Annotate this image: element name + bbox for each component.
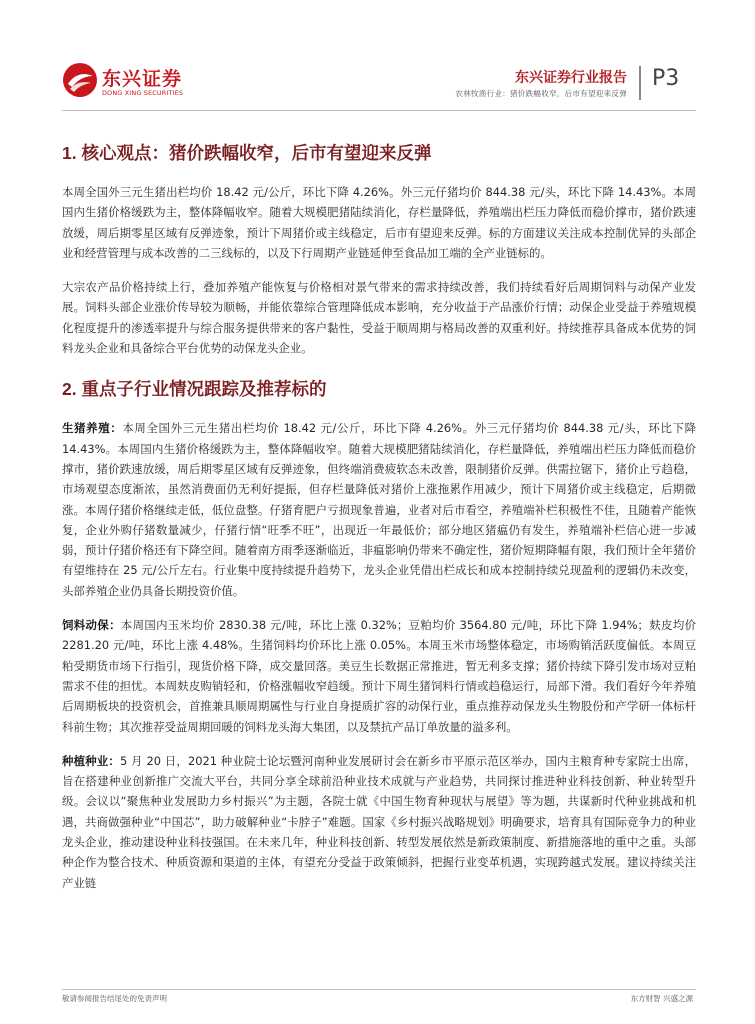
seed-industry-text: 5 月 20 日，2021 种业院士论坛暨河南种业发展研讨会在新乡市平原示范区举办，国内主粮育种专家院士出席，旨在搭建种业创新推广交流大平台，共同分享全球前沿种业技术成就与产业趋势，共同探讨推进种业科技创新、种业转型升级。会议以“聚焦种业发展助力乡村振兴”为主题，各院士就《中国生物育种现状与展望》等为题，共谋新时代种业挑战和机遇，共商做强种业“中国芯”，助力破解种业“卡脖子”难题。国家《乡村振兴战略规划》明确要求，培育具有国际竞争力的种业龙头企业，推动建设种业科技强国。在未来几年，种业科技创新、转型发展依然是新政策制度、新措施落地的重中之重。头部种企作为整合技术、种质资源和渠道的主体，有望充分受益于政策倾斜，把握行业变革机遇，实现跨越式发展。建议持续关注产业链 (62, 753, 696, 890)
header-rule (62, 110, 696, 111)
main-content (62, 140, 696, 893)
seed-industry-paragraph (62, 751, 696, 893)
section-1-title: 1. 核心观点：猪价跌幅收窄，后市有望迎来反弹 (62, 143, 432, 163)
section-1-paragraph-2: 大宗农产品价格持续上行，叠加养殖产能恢复与价格相对景气带来的需求持续改善，我们持续看好后周期饲料与动保产业发展。饲料头部企业涨价传导较为顺畅，并能依靠综合管理降低成本影响，充分收益于产品涨价行情；动保企业受益于养殖规模化程度提升的渗透率提升与综合服务提供带来的客户黏性，受益于顺周期与格局改善的双重利好。持续推荐具备成本优势的饲料龙头企业和具备综合平台优势的动保龙头企业。 (62, 280, 696, 356)
footer-disclaimer: 敬请参阅报告结尾处的免责声明 (62, 994, 167, 1003)
footer-rule (62, 989, 696, 990)
feed-vet-text: 本周国内玉米均价 2830.38 元/吨，环比上涨 0.32%；豆粕均价 3564.80 元/吨，环比下降 1.94%；麸皮均价 2281.20 元/吨，环比上涨 4.48%。生猪饲料均价环比上涨 0.05%。本周玉米市场整体稳定，市场购销活跃度偏低。本周豆粕受期货市场下行指引，现货价格下降，成交量回落。美豆生长数据正常推进，暂无利多支撑；猪价持续下降引发市场对豆粕需求不佳的担忧。本周麸皮购销轻和，价格涨幅收窄趋缓。预计下周生猪饲料行情或趋稳运行，局部下滑。我们看好今年养殖后周期板块的投资机会，首推兼具顺周期属性与行业自身提质扩容的动保行业，重点推荐动保龙头生物股份和产学研一体标杆科前生物；其次推荐受益周期回暖的饲料龙头海大集团，以及禁抗产品订单放量的溢多利。 (62, 618, 696, 734)
seed-industry-label: 种植种业： (62, 753, 120, 768)
section-1-paragraph-1: 本周全国外三元生猪出栏均价 18.42 元/公斤，环比下降 4.26%。外三元仔猪均价 844.38 元/头，环比下降 14.43%。本周国内生猪价格缓跌为主，整体降幅收窄。随着大规模肥猪陆续消化，存栏量降低，养殖端出栏压力降低而稳价撑市，猪价跌速放缓，周后期零星区域有反弹迹象，预计下周猪价或主线稳定，后市有望迎来反弹。标的方面建议关注成本控制优异的头部企业和经营管理与成本改善的二三线标的，以及下行周期产业链延伸至食品加工端的全产业链标的。 (62, 185, 696, 260)
company-logo (62, 62, 192, 102)
logo-mark-icon (62, 62, 98, 98)
report-title: 东兴证券行业报告 (515, 70, 627, 86)
page-number: P3 (652, 66, 680, 91)
logo-name: 东兴证券 (102, 68, 183, 90)
footer-slogan: 东方财智 兴盛之源 (630, 994, 693, 1003)
report-subtitle: 农林牧渔行业：猪价跌幅收窄，后市有望迎来反弹 (455, 89, 627, 98)
header-divider (639, 66, 641, 100)
pig-farming-paragraph (62, 418, 696, 601)
pig-farming-text: 本周全国外三元生猪出栏均价 18.42 元/公斤，环比下降 4.26%。外三元仔猪均价 844.38 元/头，环比下降 14.43%。本周国内生猪价格缓跌为主，整体降幅收窄。随着大规模肥猪陆续消化，存栏量降低，养殖端出栏压力降低而稳价撑市，猪价跌速放缓，周后期零星区域有反弹迹象，但终端消费疲软态未改善，限制猪价反弹。供需拉锯下，猪价止亏趋稳，市场观望态度渐浓，虽然消费面仍无利好提振，但存栏量降低对猪价上涨拖累作用减少，预计下周猪价或主线稳定，后期微涨。本周仔猪价格继续走低，低位盘整。仔猪育肥户亏损现象普遍，业者对后市看空，养殖端补栏积极性不佳，且随着产能恢复，企业外购仔猪数量减少，仔猪行情“旺季不旺”，出现近一年最低价；部分地区猪瘟仍有发生，养殖端补栏信心进一步减弱，预计仔猪价格还有下降空间。随着南方雨季逐渐临近，非瘟影响仍带来不确定性，猪价短期降幅有限，我们预计全年猪价有望维持在 25 元/公斤左右。行业集中度持续提升趋势下，龙头企业凭借出栏成长和成本控制持续兑现盈利的逻辑仍未改变，头部养殖企业仍具备长期投资价值。 (62, 421, 696, 598)
page-header (0, 0, 755, 112)
logo-english-name: DONG XING SECURITIES (102, 89, 184, 97)
feed-vet-paragraph (62, 615, 696, 737)
feed-vet-label: 饲料动保： (62, 618, 121, 633)
pig-farming-label: 生猪养殖： (62, 421, 123, 436)
section-2-title: 2. 重点子行业情况跟踪及推荐标的 (62, 379, 327, 400)
